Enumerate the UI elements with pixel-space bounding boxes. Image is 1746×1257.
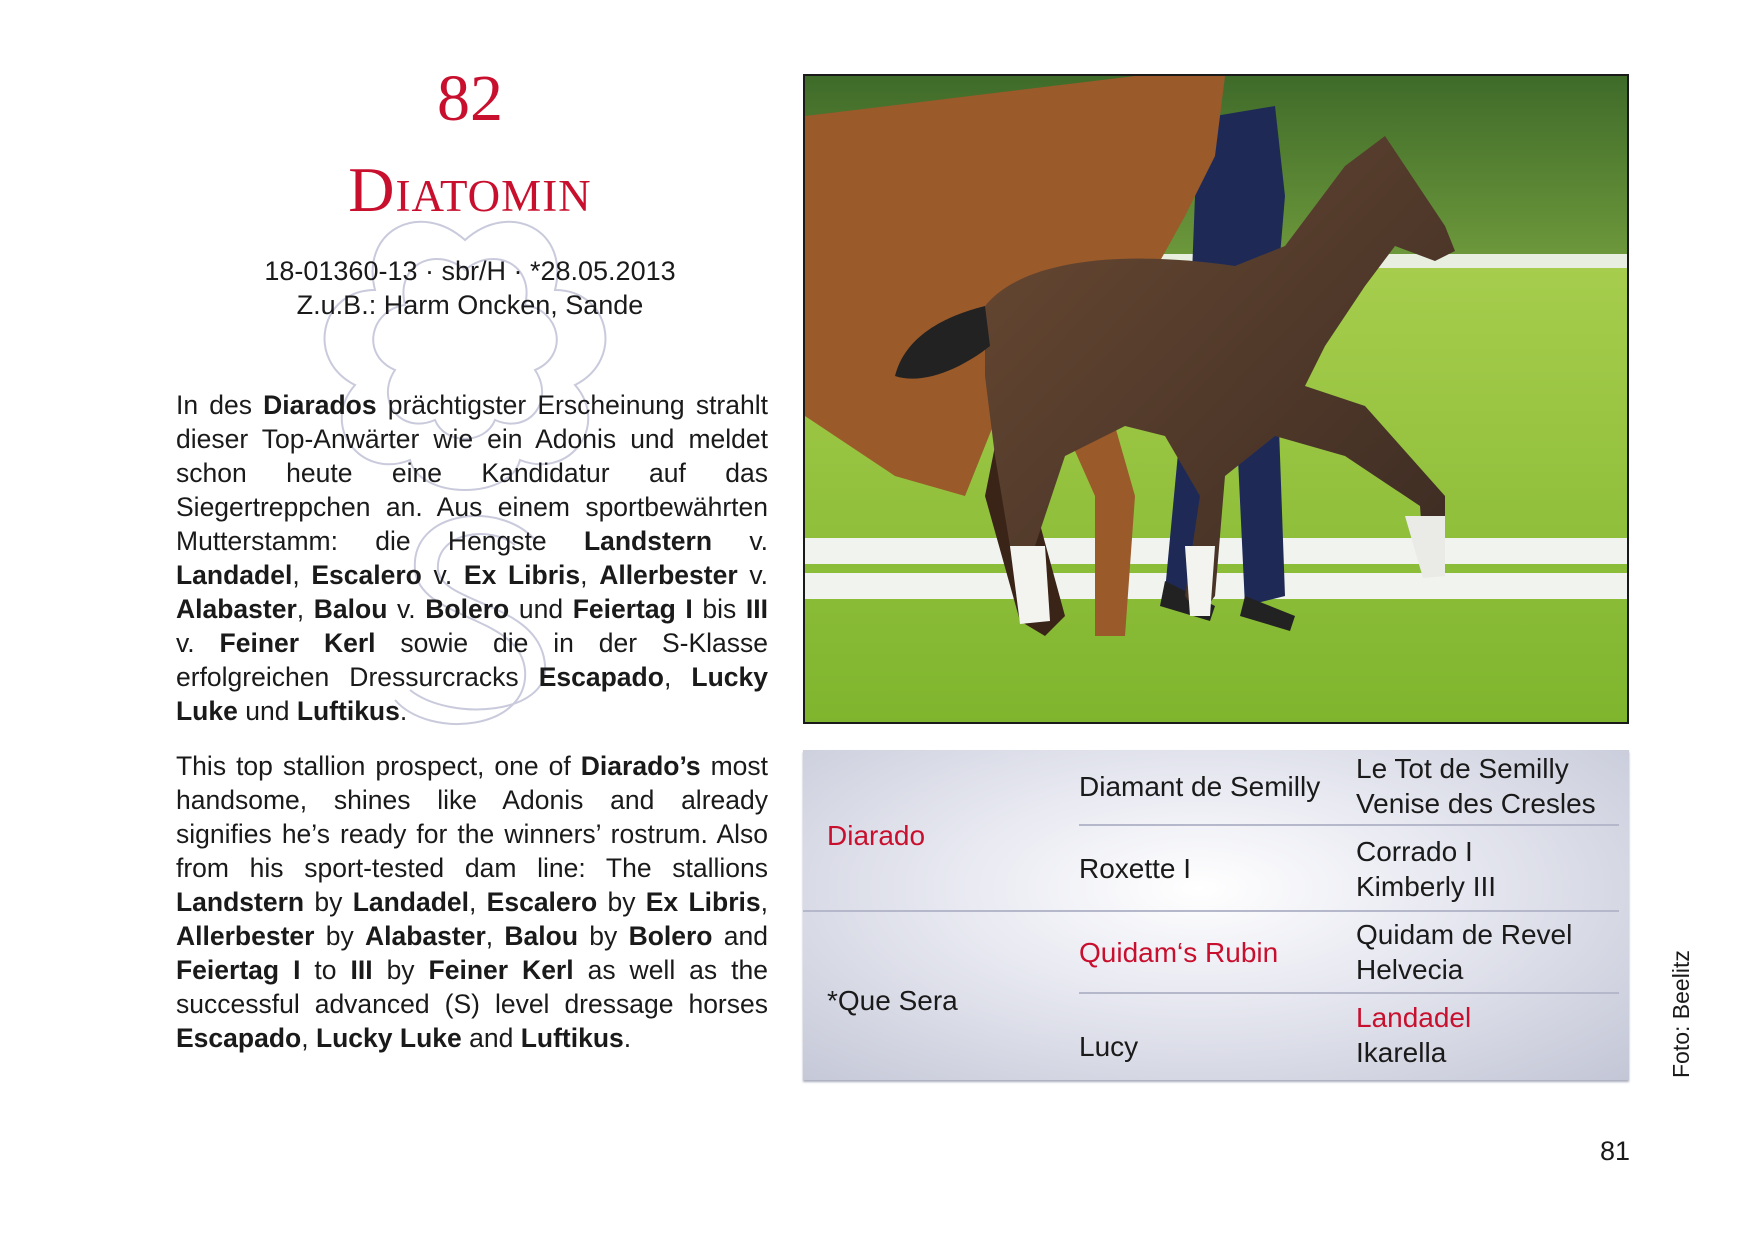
text-run: most handsome, shines like Adonis and already signifies he’s ready for the winners’ rostrum. Also from his sport-tested dam line: The stallions bbox=[176, 751, 768, 883]
text-run: und bbox=[509, 594, 573, 624]
pedigree-dam-dam: Lucy bbox=[1079, 1031, 1139, 1062]
horse-name-bold: Landstern bbox=[176, 887, 305, 917]
pedigree-dds: Landadel bbox=[1356, 1002, 1472, 1033]
pedigree-sire-sire: Diamant de Semilly bbox=[1079, 771, 1321, 802]
text-run: , bbox=[292, 560, 312, 590]
pedigree-divider bbox=[1356, 910, 1619, 912]
text-run: v. bbox=[737, 560, 768, 590]
horse-name-bold: Bolero bbox=[425, 594, 510, 624]
horse-name-bold: Bolero bbox=[628, 921, 713, 951]
horse-name-title: Diatomin bbox=[348, 154, 592, 225]
text-run: , bbox=[760, 887, 768, 917]
page-number: 81 bbox=[1600, 1136, 1631, 1166]
horse-name-bold: Landstern bbox=[583, 526, 713, 556]
text-run: This top stallion prospect, one of bbox=[176, 751, 581, 781]
horse-photo bbox=[803, 74, 1629, 724]
text-run: sowie die in der S-Klasse erfolgreichen Dressurcracks bbox=[176, 628, 768, 692]
text-run: v. bbox=[387, 594, 426, 624]
horse-name-bold: Lucky Luke bbox=[315, 1023, 462, 1053]
description-english bbox=[176, 749, 768, 1055]
horse-name-bold: Escalero bbox=[486, 887, 598, 917]
horse-name-bold: Feiertag I bbox=[176, 955, 301, 985]
pedigree-dam-sire: Quidam‘s Rubin bbox=[1079, 937, 1279, 968]
horse-name-bold: Ex Libris bbox=[645, 887, 761, 917]
horse-name-bold: Feiertag I bbox=[572, 594, 693, 624]
text-run: , bbox=[469, 887, 487, 917]
text-run: . bbox=[399, 696, 408, 726]
pedigree-divider bbox=[1079, 824, 1619, 826]
text-run: by bbox=[304, 887, 353, 917]
horse-name-bold: Landadel bbox=[176, 560, 293, 590]
registration-line: 18-01360-13 · sbr/H · *28.05.2013 bbox=[264, 256, 676, 286]
horse-name-bold: Alabaster bbox=[364, 921, 486, 951]
horse-name-bold: Allerbester bbox=[599, 560, 738, 590]
pedigree-ddd: Ikarella bbox=[1356, 1037, 1447, 1068]
horse-name-bold: Diarado’s bbox=[580, 751, 701, 781]
pedigree-divider bbox=[803, 910, 1079, 912]
horse-name-bold: III bbox=[745, 594, 768, 624]
text-run: prächtigster Erscheinung strahlt dieser Top-Anwärter wie ein Adonis und meldet schon heute eine Kandidatur auf das Siegertreppchen an. Aus einem sportbewährten Mutterstamm: die Hengste bbox=[176, 390, 768, 556]
horse-name-bold: Feiner Kerl bbox=[219, 628, 376, 658]
text-run: v. bbox=[421, 560, 464, 590]
text-run: und bbox=[237, 696, 297, 726]
text-run: bis bbox=[692, 594, 746, 624]
pedigree-dam: *Que Sera bbox=[827, 985, 958, 1016]
text-run: , bbox=[301, 1023, 316, 1053]
horse-name-bold: Balou bbox=[313, 594, 388, 624]
text-run: . bbox=[623, 1023, 632, 1053]
horse-name-bold: Luftikus bbox=[520, 1023, 624, 1053]
horse-name-bold: Diarados bbox=[263, 390, 377, 420]
pedigree-sire: Diarado bbox=[827, 820, 926, 851]
text-run: by bbox=[597, 887, 646, 917]
horse-name-bold: Escapado bbox=[538, 662, 664, 692]
text-run: , bbox=[296, 594, 314, 624]
description-german bbox=[176, 388, 768, 728]
horse-name-bold: III bbox=[350, 955, 373, 985]
horse-name-bold: Escalero bbox=[311, 560, 422, 590]
pedigree-dsd: Helvecia bbox=[1356, 954, 1464, 985]
pedigree-sss: Le Tot de Semilly bbox=[1356, 753, 1569, 784]
pedigree-sdd: Kimberly III bbox=[1356, 871, 1497, 902]
text-run: by bbox=[578, 921, 629, 951]
text-run: , bbox=[485, 921, 505, 951]
text-run: v. bbox=[176, 628, 220, 658]
horse-name-bold: Escapado bbox=[176, 1023, 302, 1053]
text-run: , bbox=[663, 662, 692, 692]
text-run: and bbox=[712, 921, 768, 951]
text-run: as well as the successful advanced (S) level dressage horses bbox=[176, 955, 768, 1019]
horse-name-bold: Balou bbox=[504, 921, 579, 951]
breeder-line: Z.u.B.: Harm Oncken, Sande bbox=[296, 290, 644, 320]
text-run: In des bbox=[176, 390, 264, 420]
text-run: to bbox=[300, 955, 351, 985]
text-run: by bbox=[372, 955, 429, 985]
photo-credit: Foto: Beelitz bbox=[1668, 950, 1694, 1078]
pedigree-ssd: Venise des Cresles bbox=[1356, 788, 1596, 819]
pedigree-table bbox=[803, 750, 1629, 1080]
pedigree-divider bbox=[1079, 992, 1619, 994]
horse-name-bold: Feiner Kerl bbox=[428, 955, 574, 985]
pedigree-sire-dam: Roxette I bbox=[1079, 853, 1192, 884]
horse-name-bold: Landadel bbox=[352, 887, 470, 917]
text-run: by bbox=[314, 921, 365, 951]
horse-name-bold: Allerbester bbox=[176, 921, 315, 951]
horse-name-bold: Luftikus bbox=[296, 696, 400, 726]
pedigree-dss: Quidam de Revel bbox=[1356, 919, 1573, 950]
pedigree-sds: Corrado I bbox=[1356, 836, 1473, 867]
horse-name-bold: Lucky Luke bbox=[176, 662, 768, 726]
lot-number: 82 bbox=[437, 62, 503, 135]
text-run: v. bbox=[712, 526, 768, 556]
text-run: , bbox=[580, 560, 600, 590]
horse-name-bold: Ex Libris bbox=[463, 560, 581, 590]
horse-name-bold: Alabaster bbox=[176, 594, 297, 624]
text-run: and bbox=[461, 1023, 521, 1053]
